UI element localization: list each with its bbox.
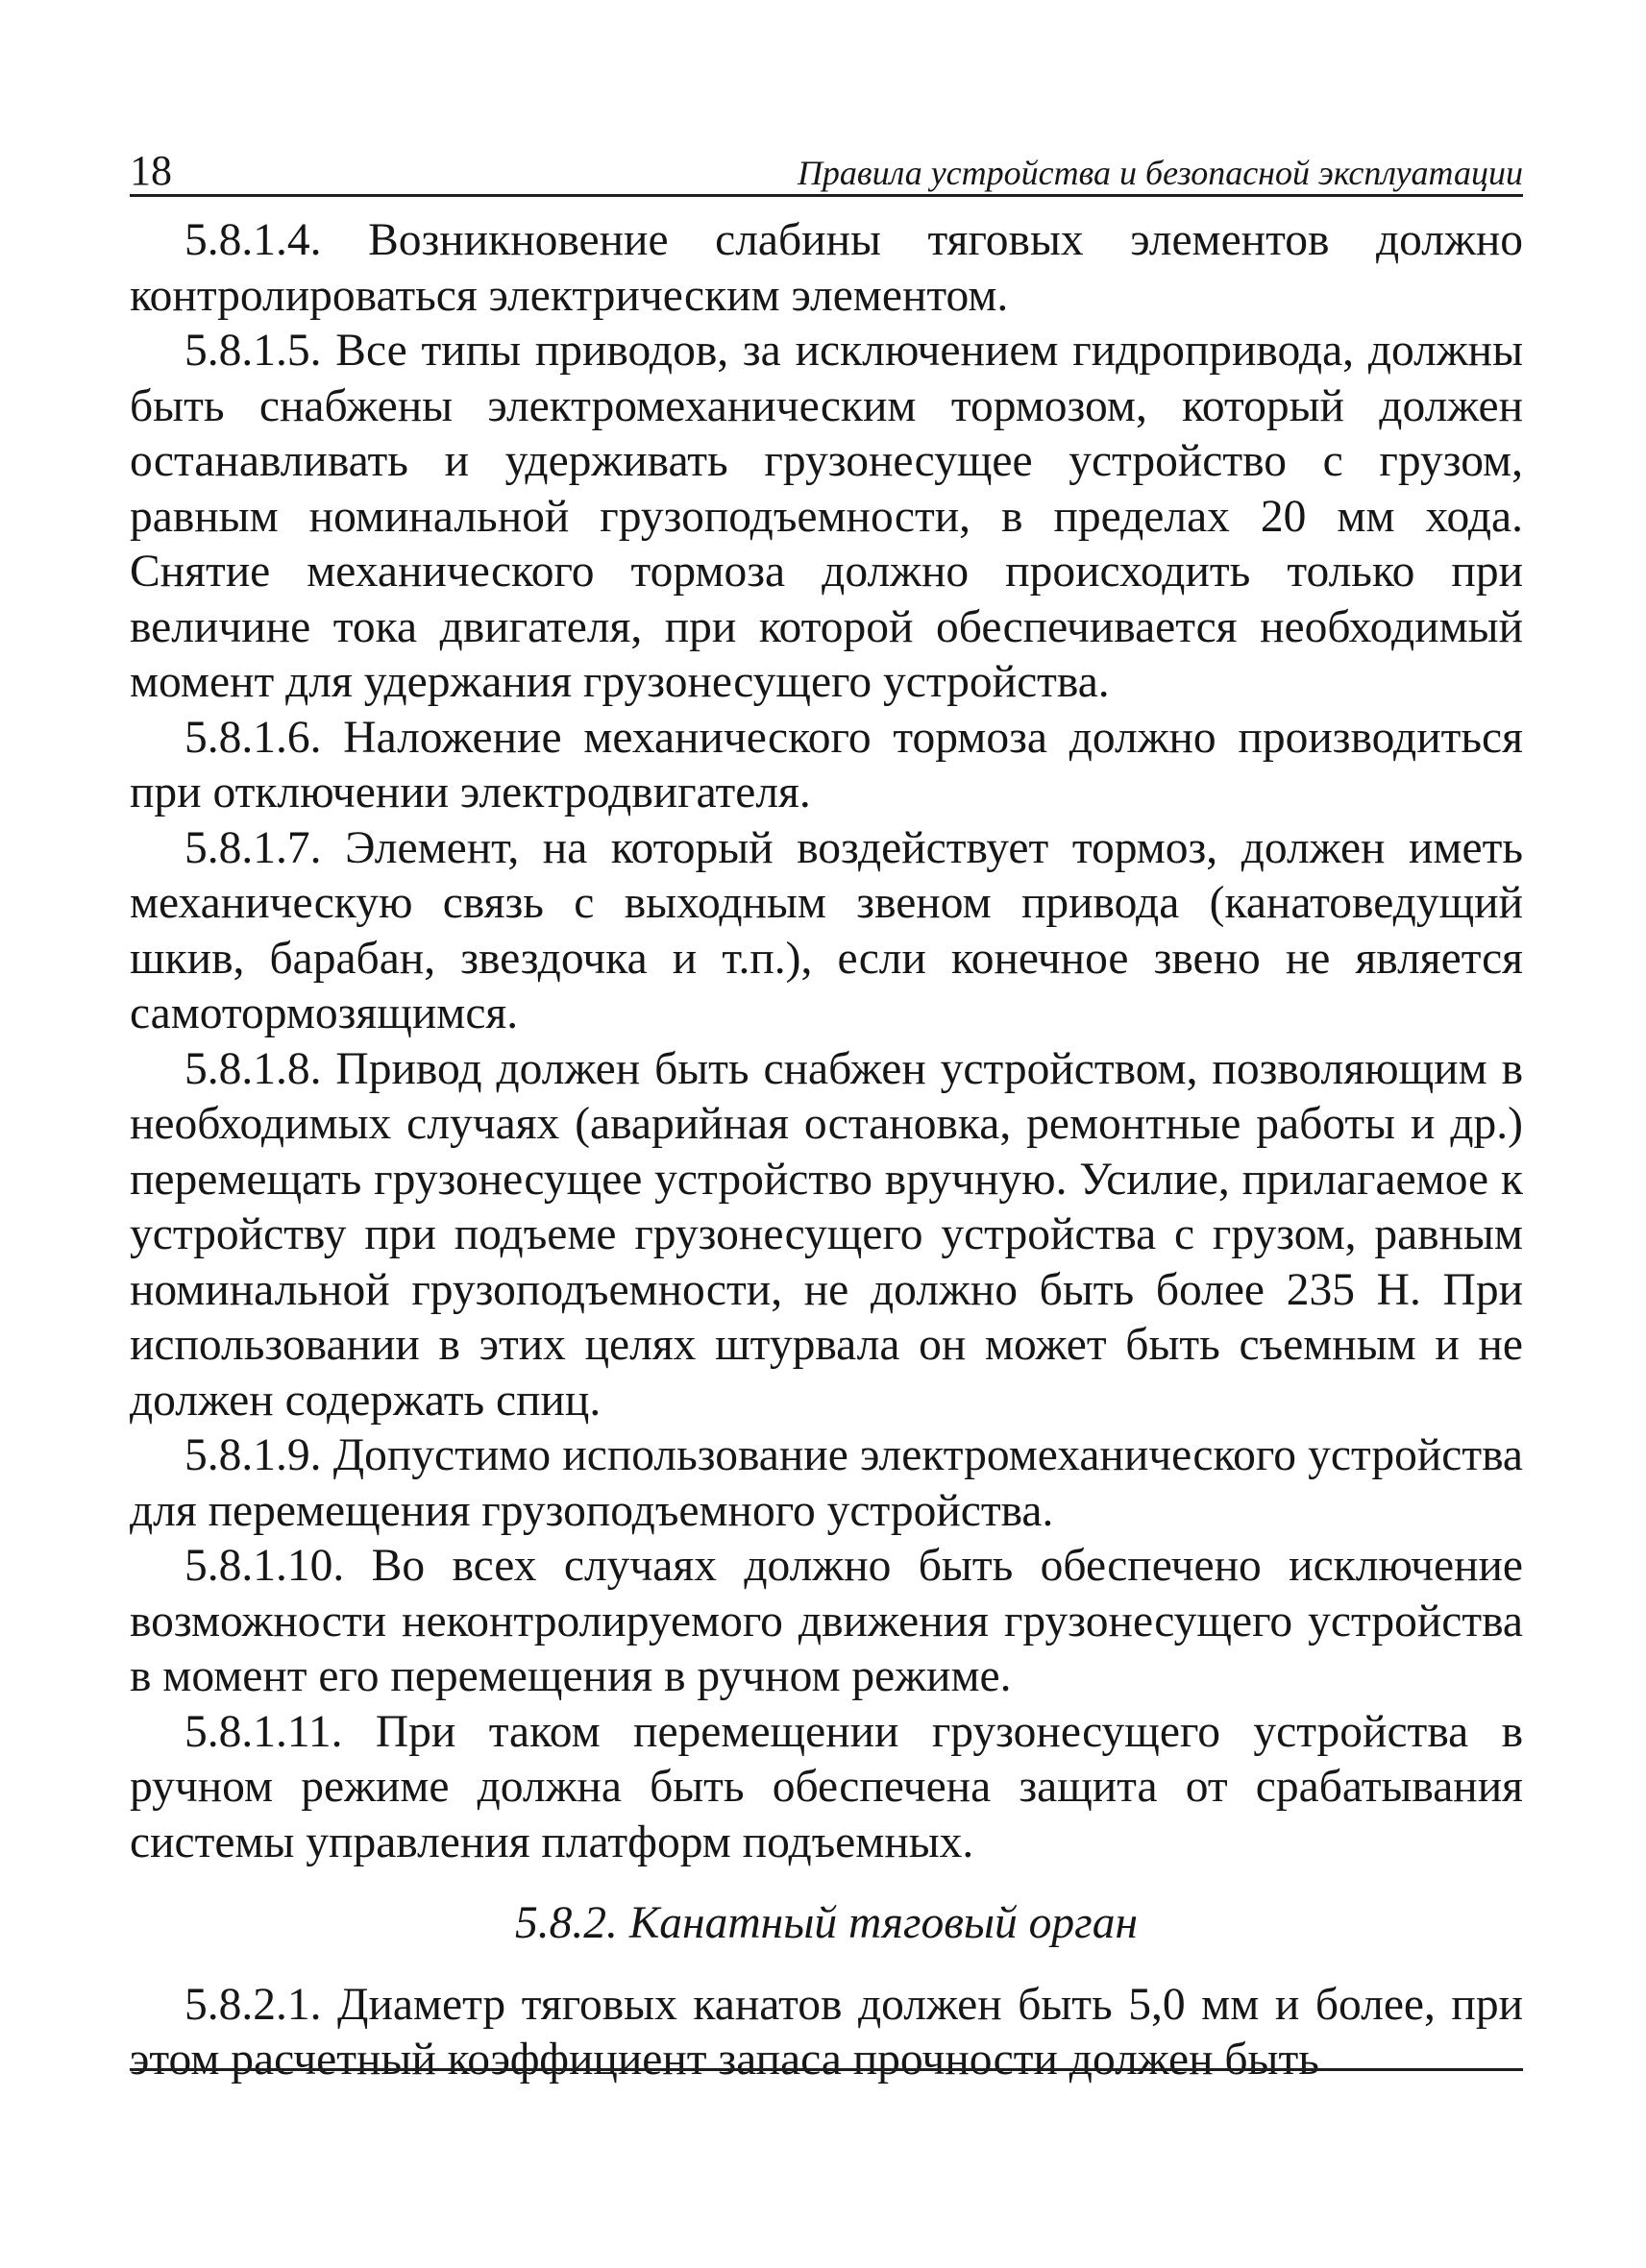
paragraph-5-8-1-11: 5.8.1.11. При таком перемещении грузонесущего устройства в ручном режиме должна быть обеспечена защита от срабатывания системы управления платформ подъемных. (130, 1706, 1523, 1867)
paragraph-5-8-2-1: 5.8.2.1. Диаметр тяговых канатов должен быть 5,0 мм и более, при этом расчетный коэффициент запаса прочности должен быть (130, 1979, 1523, 2085)
body-text (130, 213, 1523, 2088)
section-subheading: 5.8.2. Канатный тяговый орган (514, 1898, 1139, 1948)
paragraph-5-8-1-10: 5.8.1.10. Во всех случаях должно быть обеспечено исключение возможности неконтролируемого движения грузонесущего устройства в момент его перемещения в ручном режиме. (130, 1541, 1523, 1701)
paragraph-5-8-1-6: 5.8.1.6. Наложение механического тормоза должно производиться при отключении электродвигателя. (130, 712, 1523, 817)
paragraph-5-8-1-7: 5.8.1.7. Элемент, на который воздействует тормоз, должен иметь механическую связь с выходным звеном привода (канатоведущий шкив, барабан, звездочка и т.п.), если конечное звено не является самотормозящимся. (130, 822, 1523, 1038)
paragraph-5-8-1-9: 5.8.1.9. Допустимо использование электромеханического устройства для перемещения грузоподъемного устройства. (130, 1430, 1523, 1536)
footer-rule (130, 2068, 1523, 2071)
page-number: 18 (130, 147, 172, 194)
page-header (130, 144, 1523, 197)
paragraph-5-8-1-5: 5.8.1.5. Все типы приводов, за исключением гидропривода, должны быть снабжены электромеханическим тормозом, который должен останавливать и удерживать грузонесущее устройство с грузом, равным номинальной грузоподъемности, в пределах 20 мм хода. Снятие механического тормоза должно происходить только при величине тока двигателя, при которой обеспечивается необходимый момент для удержания грузонесущего устройства. (130, 326, 1523, 707)
paragraph-5-8-1-8: 5.8.1.8. Привод должен быть снабжен устройством, позволяющим в необходимых случаях (аварийная остановка, ремонтные работы и др.) перемещать грузонесущее устройство вручную. Усилие, прилагаемое к устройству при подъеме грузонесущего устройства с грузом, равным номинальной грузоподъемности, не должно быть более 235 Н. При использовании в этих целях штурвала он может быть съемным и не должен содержать спиц. (130, 1043, 1523, 1426)
running-title: Правила устройства и безопасной эксплуатации (797, 154, 1523, 192)
paragraph-5-8-1-4: 5.8.1.4. Возникновение слабины тяговых элементов должно контролироваться электрическим элементом. (130, 215, 1523, 321)
